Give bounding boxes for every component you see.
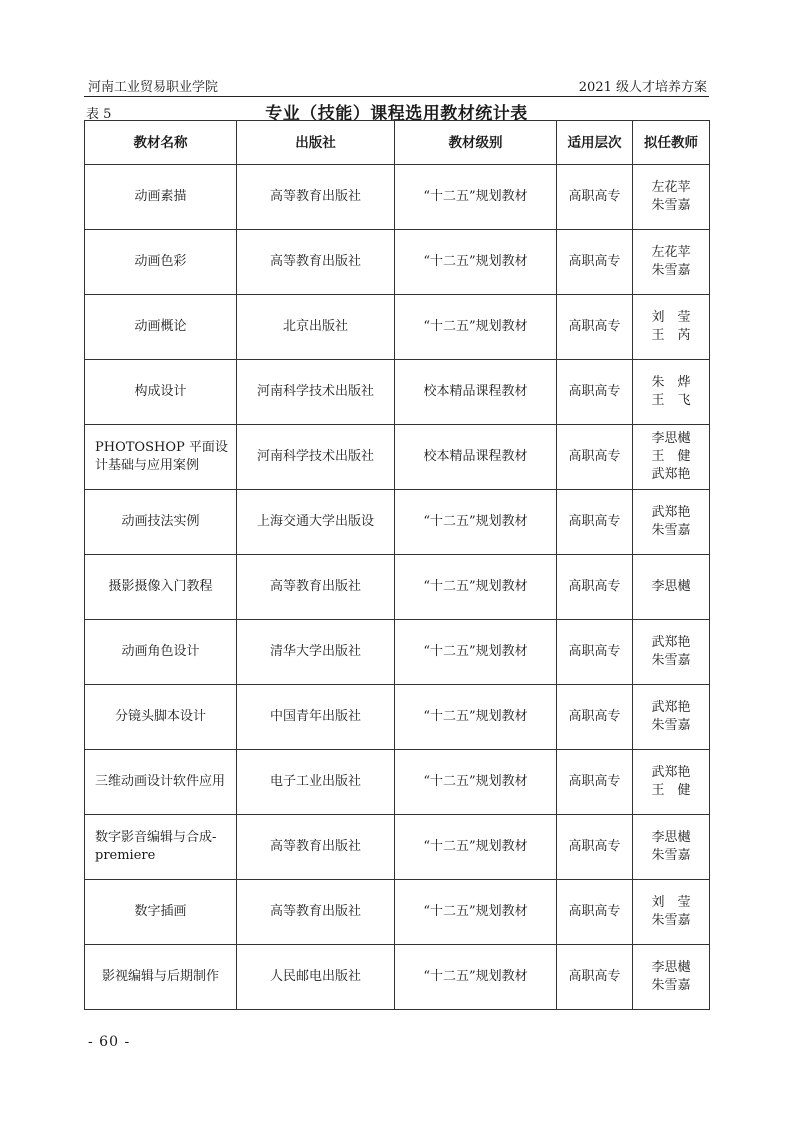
textbook-level-cell: “十二五”规划教材 — [395, 490, 557, 555]
publisher-cell: 中国青年出版社 — [237, 685, 395, 750]
teacher-name: 武郑艳 — [651, 467, 691, 482]
teacher-name: 朱雪嘉 — [651, 263, 691, 278]
applicable-level-cell: 高职高专 — [557, 490, 633, 555]
publisher-cell: 高等教育出版社 — [237, 230, 395, 295]
textbook-name-cell: 三维动画设计软件应用 — [85, 750, 237, 815]
teacher-name: 朱雪嘉 — [651, 653, 691, 668]
publisher-cell: 高等教育出版社 — [237, 880, 395, 945]
table-row — [85, 490, 710, 555]
column-header-publisher: 出版社 — [237, 121, 395, 165]
table-row — [85, 295, 710, 360]
table-title: 专业（技能）课程选用教材统计表 — [265, 104, 528, 124]
publisher-cell: 清华大学出版社 — [237, 620, 395, 685]
textbook-level-cell: “十二五”规划教材 — [395, 620, 557, 685]
applicable-level-cell: 高职高专 — [557, 555, 633, 620]
teacher-name: 朱雪嘉 — [651, 523, 691, 538]
teacher-name: 左花苹 — [651, 245, 691, 260]
teacher-name: 李思樾 — [651, 830, 691, 845]
textbook-name-cell: 数字插画 — [85, 880, 237, 945]
textbook-level-cell: “十二五”规划教材 — [395, 555, 557, 620]
publisher-cell: 高等教育出版社 — [237, 165, 395, 230]
teacher-name: 武郑艳 — [651, 635, 691, 650]
textbook-table — [84, 120, 710, 1010]
header-school-name: 河南工业贸易职业学院 — [88, 80, 219, 95]
table-row — [85, 750, 710, 815]
applicable-level-cell: 高职高专 — [557, 685, 633, 750]
teacher-name: 李思樾 — [651, 579, 691, 594]
publisher-cell: 高等教育出版社 — [237, 815, 395, 880]
table-row — [85, 685, 710, 750]
teachers-cell — [633, 295, 710, 360]
table-row — [85, 945, 710, 1010]
teacher-name: 李思樾 — [651, 960, 691, 975]
textbook-level-cell: “十二五”规划教材 — [395, 165, 557, 230]
teachers-cell — [633, 880, 710, 945]
teacher-name: 朱雪嘉 — [651, 913, 691, 928]
textbook-name-cell: 动画技法实例 — [85, 490, 237, 555]
table-row — [85, 425, 710, 490]
teachers-cell — [633, 815, 710, 880]
table-row — [85, 230, 710, 295]
teacher-name: 朱雪嘉 — [651, 848, 691, 863]
publisher-cell: 河南科学技术出版社 — [237, 360, 395, 425]
publisher-cell: 高等教育出版社 — [237, 555, 395, 620]
applicable-level-cell: 高职高专 — [557, 945, 633, 1010]
teacher-name: 王 健 — [651, 783, 691, 798]
textbook-level-cell: “十二五”规划教材 — [395, 295, 557, 360]
applicable-level-cell: 高职高专 — [557, 750, 633, 815]
textbook-name-cell: 动画素描 — [85, 165, 237, 230]
teachers-cell — [633, 750, 710, 815]
textbook-level-cell: “十二五”规划教材 — [395, 815, 557, 880]
page-number: - 60 - — [88, 1034, 131, 1050]
textbook-name-cell: 分镜头脚本设计 — [85, 685, 237, 750]
publisher-cell: 人民邮电出版社 — [237, 945, 395, 1010]
textbook-level-cell: 校本精品课程教材 — [395, 425, 557, 490]
column-header-textbook-name: 教材名称 — [85, 121, 237, 165]
teachers-cell — [633, 490, 710, 555]
teacher-name: 武郑艳 — [651, 765, 691, 780]
table-row — [85, 620, 710, 685]
column-header-applicable-level: 适用层次 — [557, 121, 633, 165]
textbook-level-cell: “十二五”规划教材 — [395, 880, 557, 945]
teacher-name: 刘 莹 — [651, 310, 691, 325]
teachers-cell — [633, 425, 710, 490]
table-row — [85, 360, 710, 425]
table-row — [85, 165, 710, 230]
applicable-level-cell: 高职高专 — [557, 620, 633, 685]
applicable-level-cell: 高职高专 — [557, 165, 633, 230]
textbook-level-cell: “十二五”规划教材 — [395, 685, 557, 750]
applicable-level-cell: 高职高专 — [557, 360, 633, 425]
teachers-cell — [633, 620, 710, 685]
textbook-level-cell: “十二五”规划教材 — [395, 230, 557, 295]
column-header-textbook-level: 教材级别 — [395, 121, 557, 165]
teachers-cell — [633, 945, 710, 1010]
teacher-name: 左花苹 — [651, 180, 691, 195]
header-document-title: 2021 级人才培养方案 — [578, 80, 707, 95]
header-divider — [84, 96, 709, 97]
column-header-teachers: 拟任教师 — [633, 121, 710, 165]
table-body — [85, 165, 710, 1010]
teacher-name: 朱雪嘉 — [651, 978, 691, 993]
textbook-name-cell: PHOTOSHOP 平面设计基础与应用案例 — [85, 425, 237, 490]
teacher-name: 武郑艳 — [651, 700, 691, 715]
teachers-cell — [633, 230, 710, 295]
textbook-name-cell: 动画概论 — [85, 295, 237, 360]
table-header-row — [85, 121, 710, 165]
textbook-name-cell: 动画色彩 — [85, 230, 237, 295]
textbook-name-cell: 数字影音编辑与合成-premiere — [85, 815, 237, 880]
teacher-name: 朱雪嘉 — [651, 198, 691, 213]
publisher-cell: 北京出版社 — [237, 295, 395, 360]
teachers-cell — [633, 555, 710, 620]
publisher-cell: 河南科学技术出版社 — [237, 425, 395, 490]
applicable-level-cell: 高职高专 — [557, 815, 633, 880]
teacher-name: 王 健 — [651, 449, 691, 464]
teacher-name: 李思樾 — [651, 431, 691, 446]
publisher-cell: 电子工业出版社 — [237, 750, 395, 815]
teachers-cell — [633, 685, 710, 750]
teacher-name: 王 芮 — [651, 328, 691, 343]
textbook-name-cell: 构成设计 — [85, 360, 237, 425]
teacher-name: 刘 莹 — [651, 895, 691, 910]
textbook-level-cell: “十二五”规划教材 — [395, 750, 557, 815]
table-row — [85, 880, 710, 945]
teachers-cell — [633, 165, 710, 230]
teachers-cell — [633, 360, 710, 425]
applicable-level-cell: 高职高专 — [557, 230, 633, 295]
publisher-cell: 上海交通大学出版设 — [237, 490, 395, 555]
textbook-level-cell: “十二五”规划教材 — [395, 945, 557, 1010]
teacher-name: 王 飞 — [651, 393, 691, 408]
applicable-level-cell: 高职高专 — [557, 295, 633, 360]
textbook-level-cell: 校本精品课程教材 — [395, 360, 557, 425]
table-row — [85, 815, 710, 880]
teacher-name: 朱 烨 — [651, 375, 691, 390]
table-row — [85, 555, 710, 620]
applicable-level-cell: 高职高专 — [557, 880, 633, 945]
teacher-name: 武郑艳 — [651, 505, 691, 520]
textbook-name-cell: 摄影摄像入门教程 — [85, 555, 237, 620]
textbook-name-cell: 动画角色设计 — [85, 620, 237, 685]
textbook-name-cell: 影视编辑与后期制作 — [85, 945, 237, 1010]
table-label: 表 5 — [86, 107, 112, 122]
applicable-level-cell: 高职高专 — [557, 425, 633, 490]
teacher-name: 朱雪嘉 — [651, 718, 691, 733]
